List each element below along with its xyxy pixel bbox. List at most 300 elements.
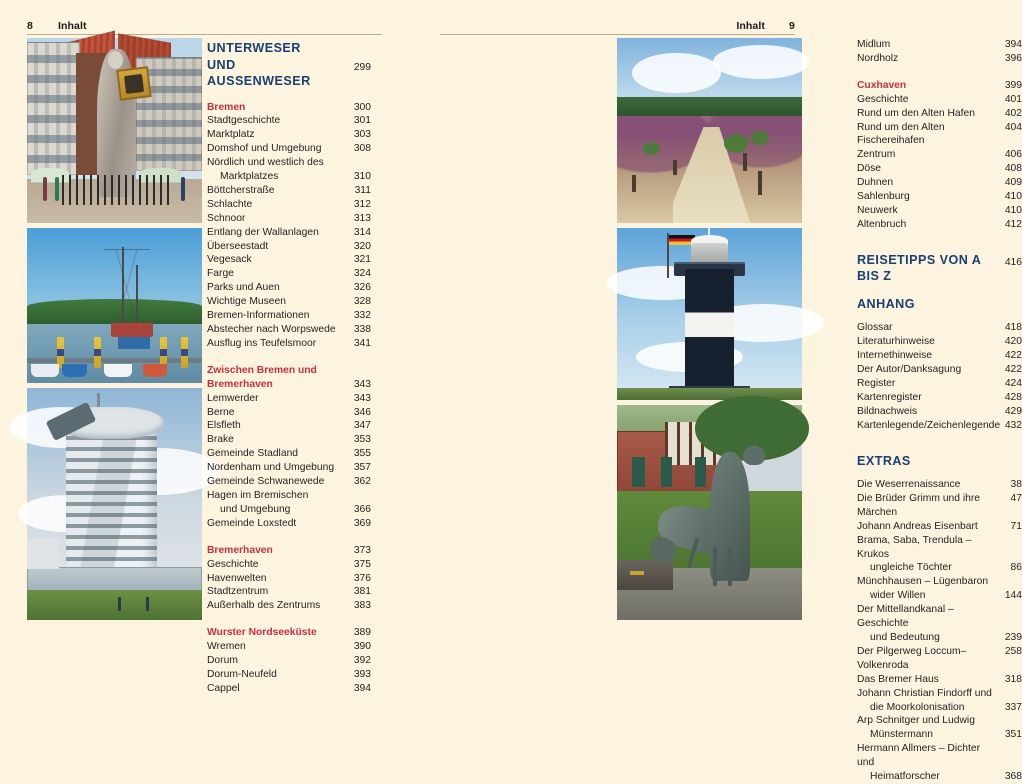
toc-page-number: 318 <box>1004 673 1022 685</box>
toc-entry[interactable] <box>857 770 1022 784</box>
toc-entry[interactable] <box>857 478 1022 492</box>
small-boat <box>31 364 59 376</box>
toc-entry[interactable] <box>857 575 1022 589</box>
toc-page-number: 401 <box>1004 93 1022 105</box>
toc-page-number: 376 <box>353 572 371 584</box>
person <box>146 597 149 611</box>
lawn <box>27 590 202 620</box>
wooden-post <box>632 175 636 192</box>
toc-page-number: 337 <box>1004 701 1022 713</box>
toc-entry[interactable] <box>857 534 1022 562</box>
toc-spacer <box>857 285 1022 296</box>
toc-entry[interactable] <box>207 585 371 599</box>
running-head-rule-left <box>27 34 382 35</box>
toc-section-heading[interactable] <box>207 57 371 90</box>
toc-page-number: 375 <box>353 558 371 570</box>
toc-entry[interactable] <box>857 176 1022 190</box>
toc-page-number: 347 <box>353 420 371 432</box>
toc-entry-title: Glossar <box>857 322 893 334</box>
toc-entry-title: UNTERWESER <box>207 41 301 55</box>
toc-entry-title: Gemeinde Stadland <box>207 448 299 460</box>
wooden-post <box>758 171 762 195</box>
toc-entry-title: Parks und Auen <box>207 282 280 294</box>
toc-entry-title: Nordenham und Umgebung <box>207 462 335 474</box>
toc-page-number: 366 <box>353 503 371 515</box>
toc-page-number: 314 <box>353 226 371 238</box>
toc-entry-title: Ausflug ins Teufelsmoor <box>207 337 317 349</box>
toc-entry[interactable] <box>207 558 371 572</box>
toc-entry-title: Wurster Nordseeküste <box>207 627 317 639</box>
door <box>661 457 672 487</box>
mast <box>122 247 124 328</box>
toc-page-number: 373 <box>353 544 371 556</box>
toc-entry[interactable] <box>207 309 371 323</box>
toc-page-number: 321 <box>353 254 371 266</box>
toc-page-number: 389 <box>353 627 371 639</box>
toc-entry[interactable] <box>207 517 371 531</box>
toc-page-number: 38 <box>1010 479 1022 491</box>
toc-page-number: 310 <box>353 171 371 183</box>
toc-entry-title: Überseestadt <box>207 240 269 252</box>
toc-entry[interactable] <box>857 121 1022 149</box>
toc-entry-title: Entlang der Wallanlagen <box>207 226 319 238</box>
toc-spacer <box>207 351 371 364</box>
toc-entry-title: Böttcherstraße <box>207 184 275 196</box>
toc-entry-title: Heimatforscher <box>870 771 940 783</box>
person <box>181 177 185 201</box>
toc-entry-title: Die Brüder Grimm und ihre Märchen <box>857 492 981 518</box>
toc-entry[interactable] <box>207 599 371 613</box>
toc-page-number: 428 <box>1004 391 1022 403</box>
toc-page-number: 300 <box>353 101 371 113</box>
toc-subsection-heading[interactable] <box>207 364 371 378</box>
toc-page-number: 408 <box>1004 163 1022 175</box>
mooring-post <box>160 337 167 368</box>
toc-entry-title: Gemeinde Schwanewede <box>207 476 325 488</box>
toc-page-number: 258 <box>1004 645 1022 657</box>
toc-entry-title: Brama, Saba, Trendula – Krukos <box>857 534 972 560</box>
small-boat <box>104 364 132 376</box>
toc-entry-title: Rund um den Alten Hafen <box>857 107 975 119</box>
toc-page-number: 308 <box>353 143 371 155</box>
toc-page-number: 311 <box>354 184 371 196</box>
toc-entry-title: Bremerhaven <box>207 544 273 556</box>
toc-page-number: 47 <box>1010 492 1022 504</box>
toc-entry-title: Bildnachweis <box>857 405 918 417</box>
door <box>632 457 645 487</box>
toc-entry-title: Hagen im Bremischen <box>207 489 309 501</box>
running-head-left <box>27 17 382 35</box>
iron-fence <box>62 175 174 205</box>
toc-entry-title: Schlachte <box>207 198 253 210</box>
toc-page-number: 383 <box>353 600 371 612</box>
toc-entry[interactable] <box>857 589 1022 603</box>
toc-page-number: 396 <box>1004 52 1022 64</box>
toc-entry[interactable] <box>857 687 1022 701</box>
photo-roland-statue-bremen-market-square <box>27 38 202 223</box>
toc-entry[interactable] <box>857 520 1022 534</box>
toc-entry-title: Johann Christian Findorff und <box>857 687 992 699</box>
toc-page-number: 394 <box>353 682 371 694</box>
toc-entry[interactable] <box>857 204 1022 218</box>
toc-entry-title: Elsfleth <box>207 420 241 432</box>
toc-entry[interactable] <box>207 654 371 668</box>
toc-entry[interactable] <box>857 701 1022 715</box>
toc-entry-title: Lemwerder <box>207 392 259 404</box>
toc-page-number: 351 <box>1004 729 1022 741</box>
toc-entry-title: Altenbruch <box>857 218 907 230</box>
toc-section-heading[interactable] <box>207 40 371 57</box>
toc-entry-title: Der Autor/Danksagung <box>857 364 962 375</box>
toc-entry[interactable] <box>857 492 1022 520</box>
toc-page-number: 71 <box>1010 520 1022 532</box>
toc-entry[interactable] <box>857 335 1022 349</box>
toc-page-number: 324 <box>353 268 371 280</box>
toc-entry[interactable] <box>857 349 1022 363</box>
toc-subsection-heading[interactable] <box>207 626 371 640</box>
toc-entry[interactable] <box>207 447 371 461</box>
toc-entry[interactable] <box>857 728 1022 742</box>
toc-spacer <box>857 66 1022 79</box>
mast <box>136 265 138 327</box>
toc-entry[interactable] <box>857 218 1022 232</box>
toc-entry[interactable] <box>857 190 1022 204</box>
toc-entry-title: Wremen <box>207 641 246 653</box>
toc-entry-title: Stadtgeschichte <box>207 115 281 127</box>
toc-spacer <box>857 232 1022 252</box>
mooring-post <box>181 337 188 368</box>
toc-entry[interactable] <box>207 128 371 142</box>
toc-page-number: 412 <box>1004 218 1022 230</box>
toc-entry[interactable] <box>207 281 371 295</box>
mooring-post <box>57 337 64 368</box>
rider-head <box>743 446 765 465</box>
toc-page-number: 332 <box>353 310 371 322</box>
toc-entry-title: Münstermann <box>870 729 933 741</box>
toc-section-heading[interactable] <box>857 296 1022 313</box>
toc-page-number: 410 <box>1004 191 1022 203</box>
toc-entry[interactable] <box>857 603 1022 631</box>
photo-kleiner-preusse-lighthouse <box>617 228 802 400</box>
toc-entry-title: Schnoor <box>207 212 246 224</box>
toc-entry-title: Wichtige Museen <box>207 296 286 308</box>
windows-left <box>27 42 80 175</box>
toc-entry-title: Duhnen <box>857 177 894 189</box>
toc-entry-title: Stadtzentrum <box>207 586 269 598</box>
photo-bronze-donkey-rider-fountain-statue <box>617 405 802 620</box>
toc-entry-title: Münchhausen – Lügenbaron <box>857 576 989 588</box>
bush <box>750 131 769 146</box>
toc-entry-title: Marktplatzes <box>220 171 279 183</box>
toc-entry[interactable] <box>857 52 1022 66</box>
roland-shield <box>116 66 151 101</box>
toc-spacer <box>207 531 371 544</box>
toc-entry[interactable] <box>857 377 1022 391</box>
toc-subsection-heading[interactable] <box>207 544 371 558</box>
toc-entry-title: die Moorkolonisation <box>870 701 965 713</box>
toc-page-number: 422 <box>1004 364 1022 375</box>
toc-page-number: 357 <box>353 462 371 474</box>
tower-window-bands <box>66 416 157 583</box>
toc-entry-title: Brake <box>207 434 234 446</box>
toc-entry-title: Internethinweise <box>857 350 932 362</box>
toc-page-number: 418 <box>1004 322 1022 334</box>
water-trough <box>617 560 673 590</box>
toc-entry-title: und Umgebung <box>220 503 291 515</box>
page-left <box>0 0 410 694</box>
toc-entry-title: Gemeinde Loxstedt <box>207 517 297 529</box>
bush <box>643 142 660 155</box>
toc-entry-title: Nordholz <box>857 52 899 64</box>
leg <box>713 547 717 586</box>
leg <box>728 547 732 586</box>
toc-entry-title: Kartenlegende/Zeichenlegende <box>857 419 1001 431</box>
toc-entry-title: Kartenregister <box>857 391 922 403</box>
toc-page-number: 299 <box>353 61 371 73</box>
toc-entry[interactable] <box>207 323 371 337</box>
toc-page-number: 424 <box>1004 377 1022 389</box>
sailing-ship-hull <box>111 323 153 337</box>
toc-entry-title: UND AUSSENWESER <box>207 57 311 88</box>
toc-subsection-heading[interactable] <box>207 378 371 392</box>
toc-entry-title: Vegesack <box>207 254 252 266</box>
toc-entry[interactable] <box>207 240 371 254</box>
small-boat <box>62 364 87 376</box>
barge <box>118 337 150 349</box>
toc-page-number: 346 <box>353 406 371 418</box>
toc-entry-title: Döse <box>857 163 882 175</box>
toc-page-number: 368 <box>1004 771 1022 783</box>
toc-entry[interactable] <box>207 198 371 212</box>
toc-entry-title: Dorum <box>207 655 238 667</box>
toc-entry[interactable] <box>207 156 371 170</box>
toc-entry[interactable] <box>207 419 371 433</box>
toc-page-number: 394 <box>1004 39 1022 50</box>
toc-entry[interactable] <box>857 148 1022 162</box>
toc-entry[interactable] <box>207 461 371 475</box>
toc-spacer <box>857 469 1022 478</box>
toc-page-number: 328 <box>353 296 371 308</box>
toc-entry-title: Hermann Allmers – Dichter und <box>857 743 981 769</box>
toc-spacer <box>207 90 371 101</box>
cloud <box>632 53 721 94</box>
running-head-label-right: Inhalt <box>736 20 765 32</box>
toc-page-number: 343 <box>353 378 371 390</box>
toc-entry-title: Zwischen Bremen und <box>207 364 317 376</box>
toc-entry[interactable] <box>207 406 371 420</box>
toc-entry-title: Rund um den Alten Fischereihafen <box>857 121 945 147</box>
toc-page-number: 406 <box>1004 149 1022 161</box>
toc-page-number: 355 <box>353 448 371 460</box>
toc-entry[interactable] <box>857 714 1022 728</box>
person <box>55 177 59 201</box>
toc-page-number: 341 <box>353 337 371 349</box>
toc-entry-title: Literaturhinweise <box>857 336 935 348</box>
wooden-post <box>673 160 677 175</box>
running-head-rule-right <box>440 34 795 35</box>
toc-entry[interactable] <box>207 503 371 517</box>
toc-entry-title: Bremen <box>207 101 246 113</box>
toc-entry[interactable] <box>857 363 1022 377</box>
folio-number-right: 9 <box>789 20 795 32</box>
toc-entry-title: Domshof und Umgebung <box>207 143 322 155</box>
toc-entry[interactable] <box>857 673 1022 687</box>
photo-weser-harbour-sailing-boats <box>27 228 202 383</box>
toc-page-number: 313 <box>353 212 371 224</box>
toc-entry[interactable] <box>207 572 371 586</box>
toc-entry-title: ANHANG <box>857 296 915 311</box>
toc-entry-title: Neuwerk <box>857 204 898 216</box>
toc-entry-title: Die Weserrenaissance <box>857 479 961 491</box>
toc-page-number: 362 <box>353 476 371 488</box>
mooring-post <box>94 337 101 368</box>
person <box>118 597 121 611</box>
toc-entry-title: Berne <box>207 406 235 418</box>
toc-page-number: 402 <box>1004 107 1022 119</box>
photo-atlantic-hotel-sail-city-bremerhaven <box>27 388 202 620</box>
toc-entry-title: Register <box>857 377 896 389</box>
toc-column-right <box>857 38 1022 784</box>
toc-entry-title: Geschichte <box>207 558 259 570</box>
folio-number-left: 8 <box>27 20 33 32</box>
wooden-post <box>743 153 747 172</box>
toc-page-number: 410 <box>1004 204 1022 216</box>
toc-page-number: 239 <box>1004 632 1022 643</box>
toc-entry-title: Cappel <box>207 682 240 694</box>
toc-entry[interactable] <box>207 253 371 267</box>
photo-heath-landscape-sandy-path <box>617 38 802 223</box>
toc-entry[interactable] <box>857 742 1022 770</box>
toc-page-number: 422 <box>1004 350 1022 362</box>
toc-entry-title: Midlum <box>857 39 891 50</box>
toc-entry-title: Sahlenburg <box>857 191 910 203</box>
toc-page-number: 399 <box>1004 79 1022 91</box>
toc-entry-title: Bremen-Informationen <box>207 310 310 322</box>
cloud <box>713 45 809 78</box>
toc-page-number: 404 <box>1004 121 1022 133</box>
toc-entry-title: Johann Andreas Eisenbart <box>857 520 978 532</box>
toc-entry[interactable] <box>857 405 1022 419</box>
toc-page-number: 369 <box>353 517 371 529</box>
toc-entry[interactable] <box>207 295 371 309</box>
toc-entry[interactable] <box>207 267 371 281</box>
toc-entry-title: Geschichte <box>857 93 909 105</box>
toc-entry-title: Das Bremer Haus <box>857 673 939 685</box>
toc-page-number: 416 <box>1004 256 1022 268</box>
toc-entry[interactable] <box>207 433 371 447</box>
adjacent-building <box>27 539 59 569</box>
toc-page-number: 432 <box>1004 419 1022 431</box>
toc-page-number: 326 <box>353 282 371 294</box>
toc-entry-title: Zentrum <box>857 149 896 161</box>
toc-entry[interactable] <box>207 184 371 198</box>
dock <box>27 358 202 363</box>
toc-entry-title: Abstecher nach Worpswede <box>207 324 336 335</box>
page-right <box>410 0 1022 783</box>
toc-entry-title: und Bedeutung <box>870 632 940 643</box>
bush <box>724 134 748 153</box>
toc-page-number: 343 <box>353 392 371 404</box>
toc-entry-title: EXTRAS <box>857 453 911 468</box>
toc-entry-title: Bremerhaven <box>207 378 273 390</box>
toc-entry-title: Cuxhaven <box>857 79 907 91</box>
toc-page-number: 381 <box>353 586 371 598</box>
toc-entry-title: Havenwelten <box>207 572 267 584</box>
toc-entry[interactable] <box>207 226 371 240</box>
toc-section-heading[interactable] <box>857 252 1022 285</box>
toc-page-number: 420 <box>1004 336 1022 348</box>
toc-page-number: 312 <box>353 198 371 210</box>
toc-entry-title: Der Mittellandkanal – Geschichte <box>857 604 954 630</box>
toc-entry[interactable] <box>207 114 371 128</box>
toc-entry[interactable] <box>857 107 1022 121</box>
small-boat <box>143 364 168 376</box>
toc-entry[interactable] <box>207 668 371 682</box>
lighthouse-tower <box>685 269 733 389</box>
toc-page-number: 86 <box>1010 562 1022 574</box>
toc-section-heading[interactable] <box>857 453 1022 470</box>
toc-page-number: 353 <box>353 434 371 446</box>
toc-spacer <box>857 312 1022 321</box>
toc-entry-title: wider Willen <box>870 590 926 602</box>
toc-page-number: 429 <box>1004 405 1022 417</box>
toc-entry[interactable] <box>207 475 371 489</box>
toc-entry-title: Arp Schnitger und Ludwig <box>857 715 975 727</box>
door <box>695 457 706 487</box>
toc-subsection-heading[interactable] <box>207 101 371 115</box>
toc-entry-title: Der Pilgerweg Loccum–Volkenroda <box>857 645 967 671</box>
toc-page-number: 338 <box>353 324 371 335</box>
toc-entry[interactable] <box>207 640 371 654</box>
toc-spacer <box>207 613 371 626</box>
toc-entry[interactable] <box>207 212 371 226</box>
toc-entry[interactable] <box>207 682 371 696</box>
toc-page-number: 392 <box>353 655 371 667</box>
toc-entry[interactable] <box>207 392 371 406</box>
toc-entry[interactable] <box>857 391 1022 405</box>
toc-entry[interactable] <box>207 337 371 351</box>
toc-entry-title: REISETIPPS VON A BIS Z <box>857 252 981 284</box>
toc-page-number: 390 <box>353 641 371 653</box>
toc-entry-title: ungleiche Töchter <box>870 562 952 574</box>
person <box>43 177 47 201</box>
toc-entry[interactable] <box>857 321 1022 335</box>
toc-page-number: 393 <box>353 668 371 680</box>
rigging <box>104 249 150 328</box>
toc-entry[interactable] <box>857 645 1022 673</box>
toc-entry[interactable] <box>857 93 1022 107</box>
toc-entry[interactable] <box>207 142 371 156</box>
toc-entry-title: Dorum-Neufeld <box>207 668 277 680</box>
toc-entry[interactable] <box>857 162 1022 176</box>
toc-entry-title: Nördlich und westlich des <box>207 157 324 169</box>
toc-page-number: 409 <box>1004 177 1022 189</box>
running-head-label-left: Inhalt <box>58 20 87 32</box>
toc-entry[interactable] <box>207 489 371 503</box>
toc-entry[interactable] <box>207 170 371 184</box>
toc-entry[interactable] <box>857 419 1022 433</box>
toc-entry[interactable] <box>857 561 1022 575</box>
toc-page-number: 144 <box>1004 590 1022 602</box>
toc-page-number: 320 <box>353 240 371 252</box>
running-head-right <box>440 17 795 35</box>
toc-entry-title: Außerhalb des Zentrums <box>207 600 321 612</box>
toc-subsection-heading[interactable] <box>857 79 1022 93</box>
toc-entry[interactable] <box>857 38 1022 52</box>
toc-entry[interactable] <box>857 631 1022 645</box>
toc-spacer <box>857 433 1022 453</box>
toc-entry-title: Farge <box>207 268 234 280</box>
